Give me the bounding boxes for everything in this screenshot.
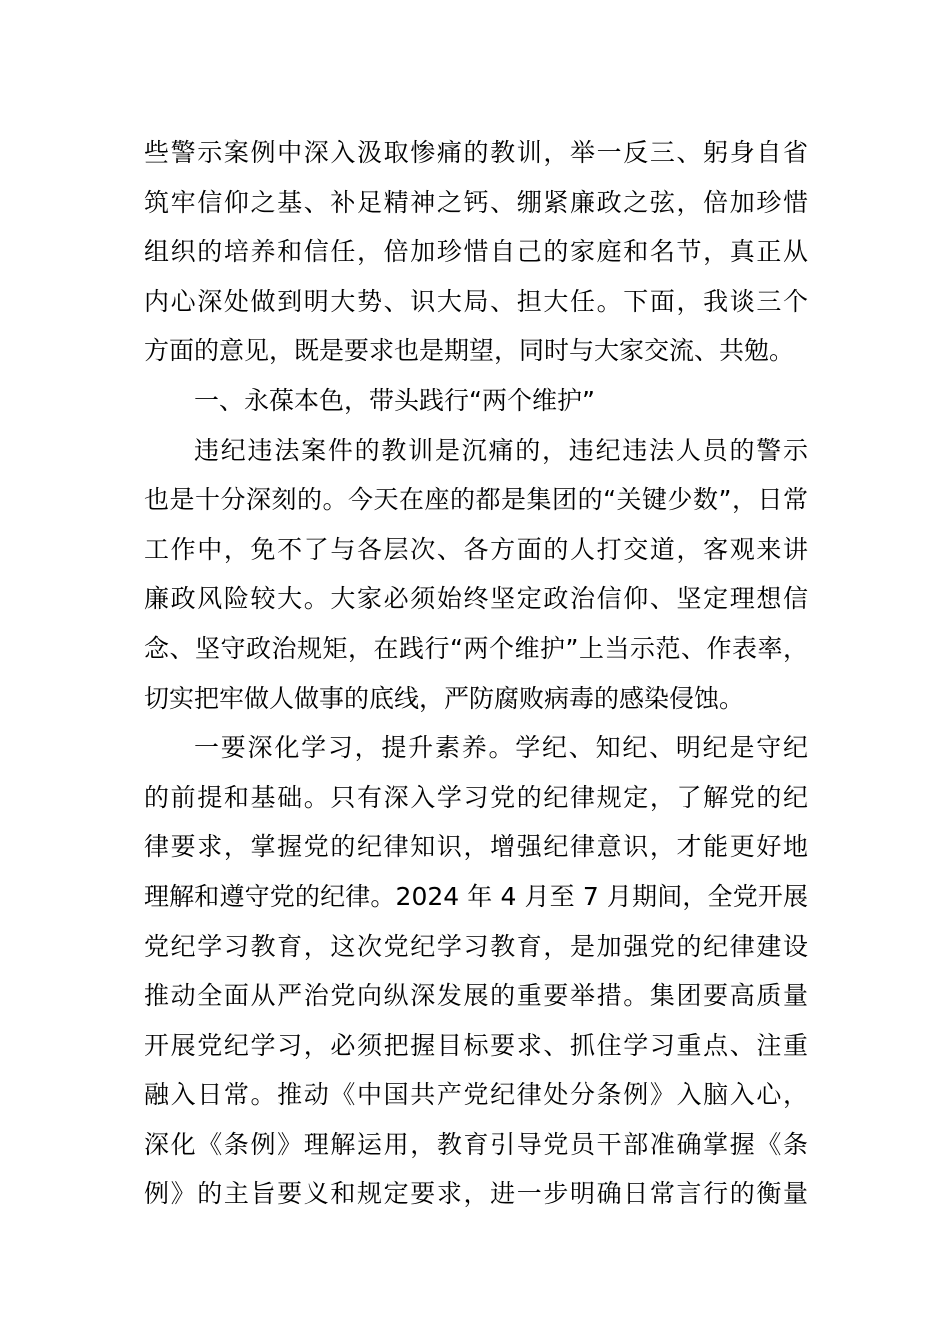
- text-line: 的前提和基础。只有深入学习党的纪律规定，了解党的纪: [144, 782, 808, 812]
- text-line: 党纪学习教育，这次党纪学习教育，是加强党的纪律建设: [144, 931, 808, 961]
- text-line: 开展党纪学习，必须把握目标要求、抓住学习重点、注重: [144, 1030, 808, 1060]
- text-line: 方面的意见，既是要求也是期望，同时与大家交流、共勉。: [144, 336, 795, 366]
- document-body: [144, 128, 808, 1219]
- text-line: 律要求，掌握党的纪律知识，增强纪律意识，才能更好地: [144, 832, 808, 862]
- text-line: 工作中，免不了与各层次、各方面的人打交道，客观来讲: [144, 534, 808, 564]
- text-line: 念、坚守政治规矩，在践行“两个维护”上当示范、作表率，: [144, 633, 808, 663]
- section-heading: 一、永葆本色，带头践行“两个维护”: [194, 385, 595, 415]
- text-line: 组织的培养和信任，倍加珍惜自己的家庭和名节，真正从: [144, 237, 808, 267]
- text-line: 些警示案例中深入汲取惨痛的教训，举一反三、躬身自省: [144, 138, 808, 167]
- text-line: 也是十分深刻的。今天在座的都是集团的“关键少数”，日常: [144, 485, 808, 515]
- text-line: 廉政风险较大。大家必须始终坚定政治信仰、坚定理想信: [144, 584, 808, 614]
- text-line: 融入日常。推动《中国共产党纪律处分条例》入脑入心，: [144, 1080, 808, 1110]
- text-line: 理解和遵守党的纪律。2024 年 4 月至 7 月期间，全党开展: [144, 881, 808, 911]
- text-line: 违纪违法案件的教训是沉痛的，违纪违法人员的警示: [194, 435, 808, 465]
- text-line: 推动全面从严治党向纵深发展的重要举措。集团要高质量: [144, 981, 808, 1011]
- text-line: 内心深处做到明大势、识大局、担大任。下面，我谈三个: [144, 286, 808, 316]
- text-line: 切实把牢做人做事的底线，严防腐败病毒的感染侵蚀。: [144, 683, 745, 713]
- text-line: 筑牢信仰之基、补足精神之钙、绷紧廉政之弦，倍加珍惜: [144, 187, 808, 217]
- text-line: 例》的主旨要义和规定要求，进一步明确日常言行的衡量: [144, 1179, 808, 1209]
- text-line: 深化《条例》理解运用，教育引导党员干部准确掌握《条: [144, 1129, 808, 1159]
- text-line: 一要深化学习，提升素养。学纪、知纪、明纪是守纪: [194, 733, 808, 763]
